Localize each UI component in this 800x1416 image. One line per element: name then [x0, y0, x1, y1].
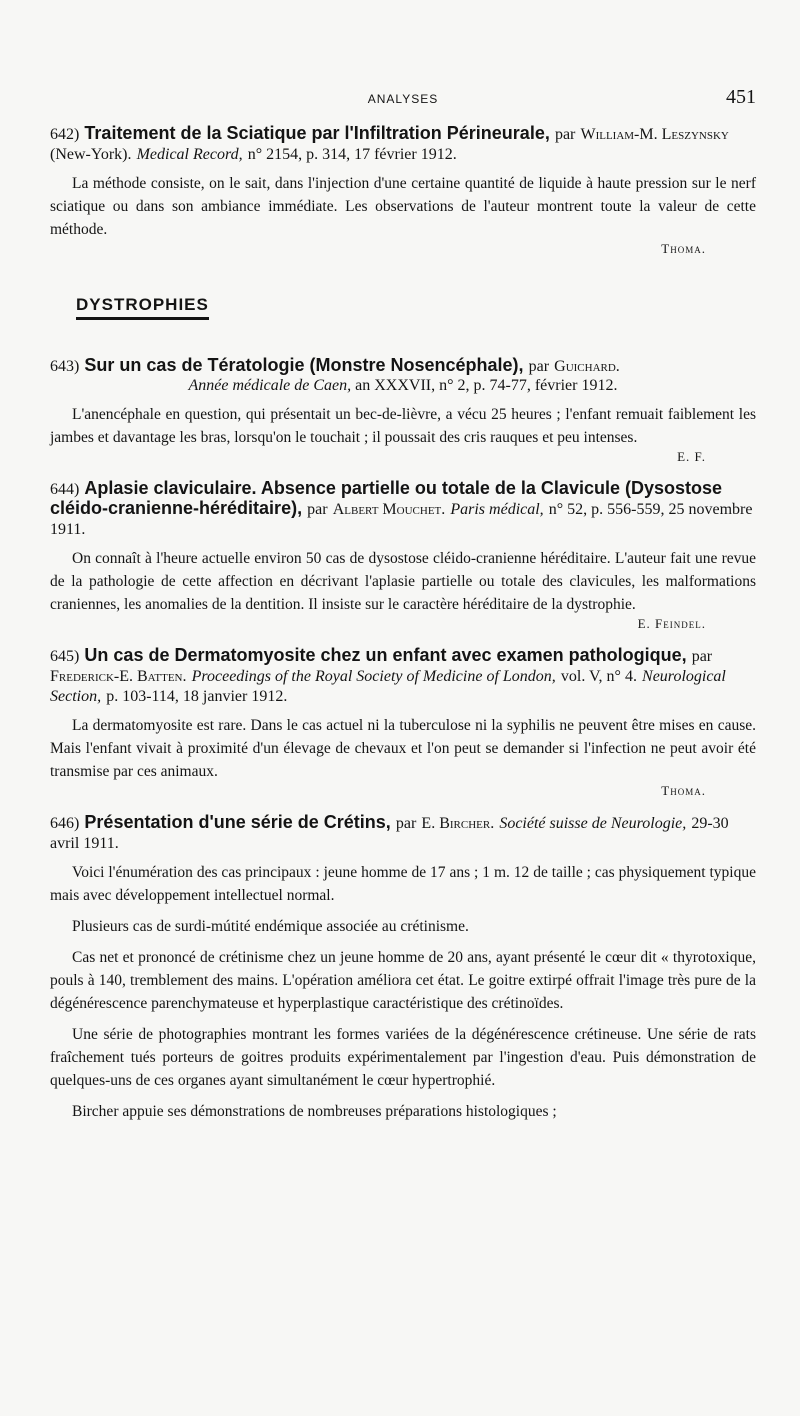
entry-author: Frederick-E. Batten. [50, 668, 187, 685]
entry-place: (New-York). [50, 146, 132, 163]
entry-heading [50, 479, 756, 539]
entry-number: 646) [50, 815, 80, 832]
entry-paragraph: Plusieurs cas de surdi-mútité endémique associée au crétinisme. [72, 918, 469, 935]
entry-author: Guichard. [554, 358, 620, 375]
entry-by: par [554, 126, 576, 143]
page-number: 451 [726, 86, 756, 108]
entry-title: Un cas de Dermatomyosite chez un enfant avec examen pathologique, [84, 645, 687, 665]
entry-journal: Société suisse de Neurologie, [499, 815, 687, 832]
entry-title: Présentation d'une série de Crétins, [84, 812, 391, 832]
entry-signature: Thoma. [661, 241, 706, 256]
entry-644 [50, 479, 756, 632]
entry-642 [50, 124, 756, 257]
entry-paragraph: Bircher appuie ses démonstrations de nombreuses préparations histologiques ; [72, 1103, 557, 1120]
entry-paragraph: La dermatomyosite est rare. Dans le cas actuel ni la tuberculose ni la syphilis ne peuvent être mises en cause. Mais l'enfant vivait à proximité d'un élevage de chevaux et l'on peut se demander si l'infection ne peut avoir été transmise par ces animaux. [50, 717, 756, 780]
entry-645 [50, 646, 756, 799]
entry-signature: Thoma. [661, 783, 706, 798]
entry-author: Albert Mouchet. [332, 501, 446, 518]
entry-643 [50, 356, 756, 465]
page [50, 86, 756, 1123]
entry-journal: Année médicale de Caen, [188, 377, 352, 394]
entry-number: 643) [50, 358, 80, 375]
entry-paragraph: Cas net et prononcé de crétinisme chez un jeune homme de 20 ans, ayant présenté le cœur dit « thyrotoxique, pouls à 140, tremblement des mains. L'opération améliora cet état. Le goitre extirpé offrait l'image très pure de la dégénérescence parenchymateuse et hyperplastique caractéristique des crétinoïdes. [50, 949, 756, 1012]
entry-title: Aplasie claviculaire. Absence partielle ou totale de la Clavicule (Dysostose cléido-cranienne-héréditaire), [50, 478, 723, 518]
entry-author: E. Bircher. [421, 815, 495, 832]
entry-details: an XXXVII, n° 2, p. 74-77, février 1912. [355, 377, 618, 394]
entry-journal: Medical Record, [136, 146, 243, 163]
entry-details: p. 103-114, 18 janvier 1912. [106, 688, 288, 705]
entry-by: par [691, 648, 713, 665]
entry-author: William-M. Leszynsky [580, 126, 729, 143]
entry-journal: Paris médical, [450, 501, 544, 518]
entry-heading [50, 356, 756, 395]
entry-by: par [528, 358, 550, 375]
entry-number: 645) [50, 648, 80, 665]
entry-signature: E. F. [677, 449, 706, 464]
entry-paragraph: Voici l'énumération des cas principaux : jeune homme de 17 ans ; 1 m. 12 de taille ; cas physiquement typique mais avec développement intellectuel normal. [50, 864, 756, 904]
entry-details: 29-30 avril 1911. [50, 815, 729, 852]
entry-journal-section: Neurological Section, [50, 668, 726, 705]
entry-heading [50, 813, 756, 853]
entry-646 [50, 813, 756, 1123]
entry-details: n° 2154, p. 314, 17 février 1912. [247, 146, 457, 163]
entry-heading [50, 646, 756, 706]
entry-heading [50, 124, 756, 164]
entry-paragraph: La méthode consiste, on le sait, dans l'injection d'une certaine quantité de liquide à haute pression sur le nerf sciatique ou dans son ambiance immédiate. Les observations de l'auteur montrent toute la valeur de cette méthode. [50, 175, 756, 238]
entry-details: n° 52, p. 556-559, 25 novembre 1911. [50, 501, 753, 538]
running-head [50, 86, 756, 110]
entry-paragraph: Une série de photographies montrant les formes variées de la dégénérescence crétineuse. Une série de rats fraîchement tués porteurs de goitres produits expérimentalement par l'ingestion d'eau. Puis démonstration de quelques-uns de ces organes ayant simultanément le cœur hypertrophié. [50, 1026, 756, 1089]
entry-number: 642) [50, 126, 80, 143]
entry-paragraph: L'anencéphale en question, qui présentait un bec-de-lièvre, a vécu 25 heures ; l'enfant remuait faiblement les jambes et davantage les bras, lorsqu'on le touchait ; il poussait des cris rauques et peu intenses. [50, 406, 756, 446]
entry-by: par [395, 815, 417, 832]
entry-number: 644) [50, 481, 80, 498]
entry-signature: E. Feindel. [637, 616, 706, 631]
section-title: DYSTROPHIES [76, 295, 209, 320]
entry-paragraph: On connaît à l'heure actuelle environ 50 cas de dysostose cléido-cranienne héréditaire. L'auteur fait une revue de la pathologie de cette affection en décrivant l'aplasie partielle ou totale des clavicules, les malformations craniennes, les anomalies de la dentition. Il insiste sur le caractère héréditaire de la dystrophie. [50, 550, 756, 613]
entry-volume: vol. V, n° 4. [560, 668, 637, 685]
running-title: ANALYSES [367, 92, 439, 106]
entry-by: par [307, 501, 328, 518]
entry-journal: Proceedings of the Royal Society of Medicine of London, [191, 668, 556, 685]
entry-title: Traitement de la Sciatique par l'Infiltration Périneurale, [84, 123, 550, 143]
entry-title: Sur un cas de Tératologie (Monstre Nosencéphale), [84, 355, 524, 375]
